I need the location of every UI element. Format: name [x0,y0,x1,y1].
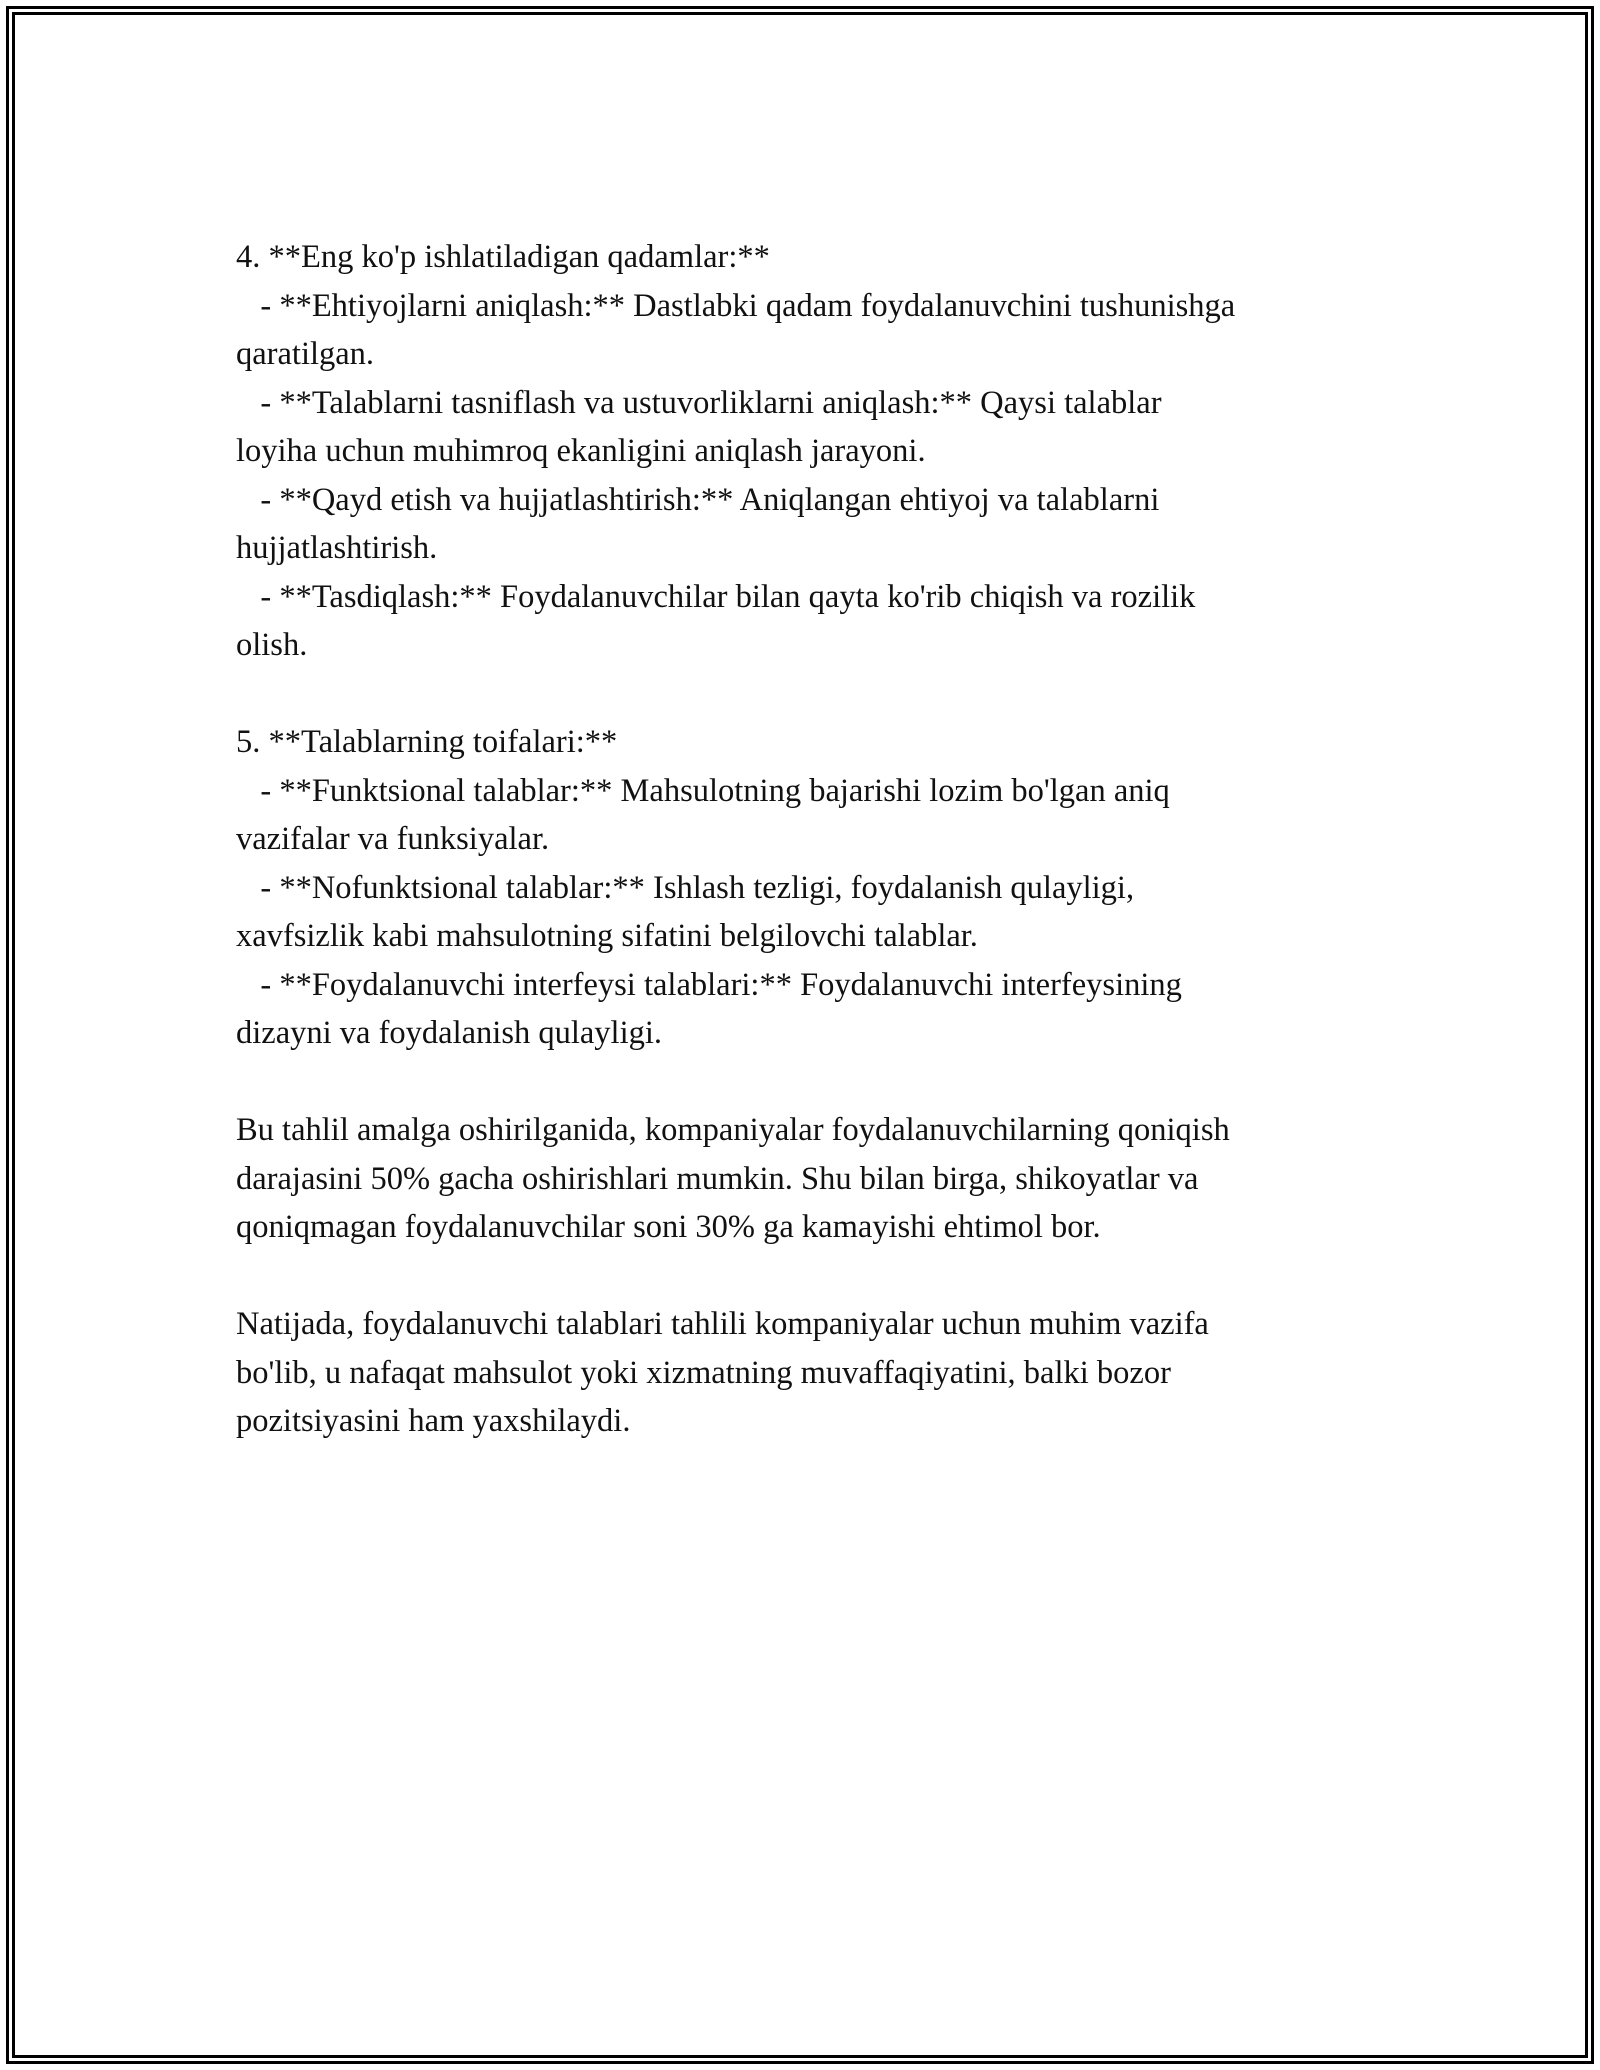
paragraph-spacer [236,1252,1386,1301]
list-item-line: hujjatlashtirish. [236,530,438,566]
list-item-line: - **Funktsional talablar:** Mahsulotning bajarishi lozim bo'lgan aniq [236,772,1170,809]
paragraph-line: Bu tahlil amalga oshirilganida, kompaniyalar foydalanuvchilarning qoniqish [236,1112,1230,1148]
paragraph-spacer [236,1058,1386,1107]
paragraph-line: Natijada, foydalanuvchi talablari tahlili kompaniyalar uchun muhim vazifa [236,1306,1209,1342]
list-item-line: olish. [236,627,308,663]
paragraph-line: pozitsiyasini ham yaxshilaydi. [236,1403,631,1439]
paragraph-line: bo'lib, u nafaqat mahsulot yoki xizmatning muvaffaqiyatini, balki bozor [236,1354,1171,1391]
list-item-line: - **Talablarni tasniflash va ustuvorliklarni aniqlash:** Qaysi talablar [236,384,1162,421]
list-item-line: - **Qayd etish va hujjatlashtirish:** Aniqlangan ehtiyoj va talablarni [236,481,1160,518]
list-item-line: qaratilgan. [236,336,375,372]
list-item-line: vazifalar va funksiyalar. [236,821,550,857]
list-item-line: - **Nofunktsional talablar:** Ishlash tezligi, foydalanish qulayligi, [236,869,1135,906]
list-item-line: xavfsizlik kabi mahsulotning sifatini belgilovchi talablar. [236,918,978,954]
list-item-line: - **Foydalanuvchi interfeysi talablari:** Foydalanuvchi interfeysining [236,966,1182,1003]
document-body [236,233,1386,1446]
section-4-heading: 4. **Eng ko'p ishlatiladigan qadamlar:** [236,239,770,275]
list-item-line: loyiha uchun muhimroq ekanligini aniqlash jarayoni. [236,433,926,469]
list-item-line: - **Tasdiqlash:** Foydalanuvchilar bilan qayta ko'rib chiqish va rozilik [236,578,1196,615]
list-item-line: dizayni va foydalanish qulayligi. [236,1015,663,1051]
paragraph-line: qoniqmagan foydalanuvchilar soni 30% ga kamayishi ehtimol bor. [236,1209,1101,1245]
section-5-heading: 5. **Talablarning toifalari:** [236,724,618,760]
list-item-line: - **Ehtiyojlarni aniqlash:** Dastlabki qadam foydalanuvchini tushunishga [236,287,1236,324]
paragraph-line: darajasini 50% gacha oshirishlari mumkin. Shu bilan birga, shikoyatlar va [236,1160,1199,1197]
paragraph-spacer [236,670,1386,719]
